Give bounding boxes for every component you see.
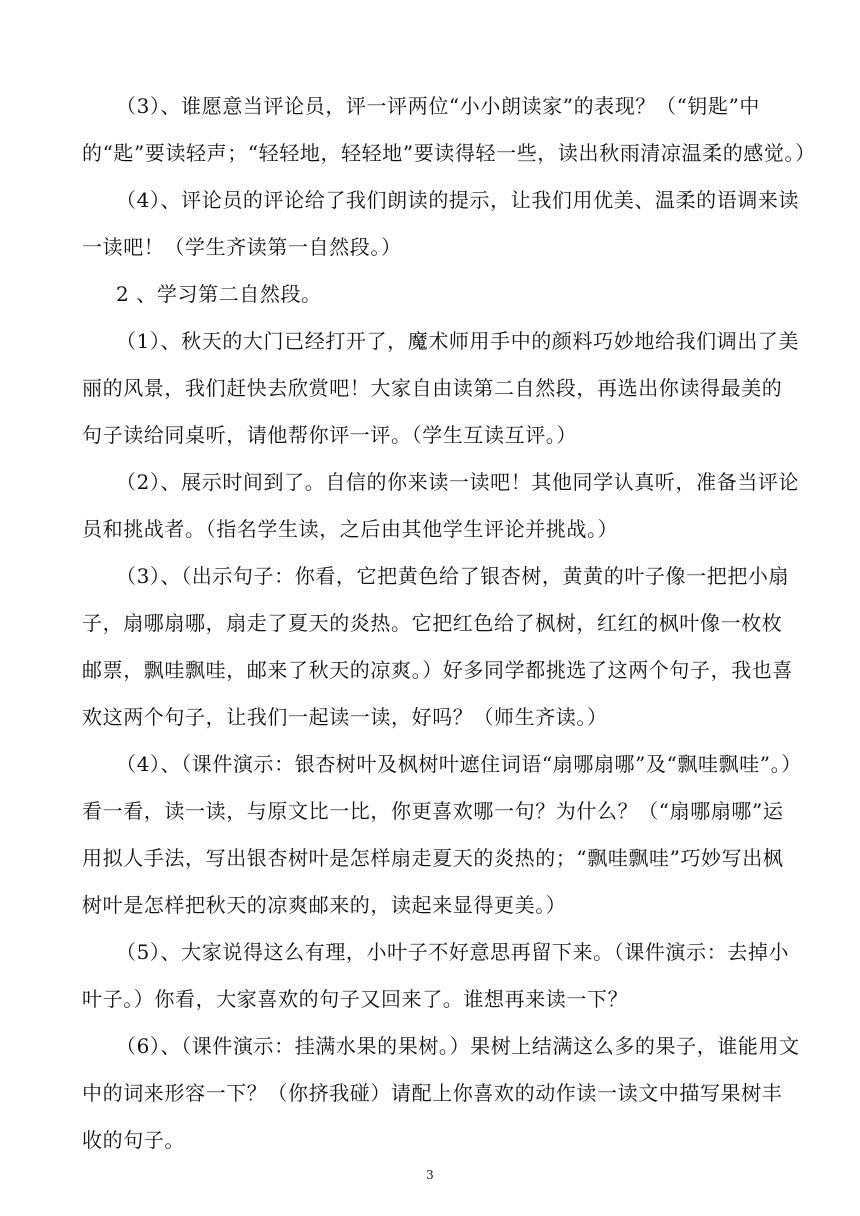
text-line: （5）、大家说得这么有理，小叶子不好意思再留下来。（课件演示：去掉小 — [116, 940, 790, 964]
text-line: （2）、展示时间到了。自信的你来读一读吧！其他同学认真听，准备当评论 — [116, 470, 800, 494]
text-line: 看一看，读一读，与原文比一比，你更喜欢哪一句？为什么？（“扇哪扇哪”运 — [82, 799, 784, 823]
text-line: 子，扇哪扇哪，扇走了夏天的炎热。它把红色给了枫树，红红的枫叶像一枚枚 — [82, 611, 783, 635]
text-line: 中的词来形容一下？（你挤我碰）请配上你喜欢的动作读一读文中描写果树丰 — [82, 1081, 783, 1105]
text-line: 收的句子。 — [82, 1128, 185, 1152]
text-line: 邮票，飘哇飘哇，邮来了秋天的凉爽。）好多同学都挑选了这两个句子，我也喜 — [82, 658, 793, 682]
text-line: （1）、秋天的大门已经打开了，魔术师用手中的颜料巧妙地给我们调出了美 — [116, 329, 800, 353]
text-line: 的“匙”要读轻声；“轻轻地，轻轻地”要读得轻一些，读出秋雨清凉温柔的感觉。） — [82, 141, 816, 165]
section-heading: 2 、学习第二自然段。 — [116, 282, 322, 306]
text-line: 叶子。）你看，大家喜欢的句子又回来了。谁想再来读一下？ — [82, 987, 629, 1011]
text-line: 用拟人手法，写出银杏树叶是怎样扇走夏天的炎热的；“飘哇飘哇”巧妙写出枫 — [82, 846, 784, 870]
text-line: 句子读给同桌听，请他帮你评一评。（学生互读互评。） — [82, 423, 577, 447]
text-line: 员和挑战者。（指名学生读，之后由其他学生评论并挑战。） — [82, 517, 619, 541]
text-line: 丽的风景，我们赶快去欣赏吧！大家自由读第二自然段，再选出你读得最美的 — [82, 376, 783, 400]
text-line: 欢这两个句子，让我们一起读一读，好吗？（师生齐读。） — [82, 705, 608, 729]
text-line: （3）、谁愿意当评论员，评一评两位“小小朗读家”的表现？（“钥匙”中 — [116, 94, 761, 118]
text-line: 一读吧！（学生齐读第一自然段。） — [82, 235, 402, 259]
text-line: （4）、评论员的评论给了我们朗读的提示，让我们用优美、温柔的语调来读 — [116, 188, 800, 212]
text-line: （3）、（出示句子：你看，它把黄色给了银杏树，黄黄的叶子像一把把小扇 — [116, 564, 790, 588]
page-number: 3 — [426, 1168, 434, 1182]
text-line: （6）、（课件演示：挂满水果的果树。）果树上结满这么多的果子，谁能用文 — [116, 1034, 800, 1058]
text-line: 树叶是怎样把秋天的凉爽邮来的，读起来显得更美。） — [82, 893, 567, 917]
text-line: （4）、（课件演示：银杏树叶及枫树叶遮住词语“扇哪扇哪”及“飘哇飘哇”。） — [116, 752, 802, 776]
